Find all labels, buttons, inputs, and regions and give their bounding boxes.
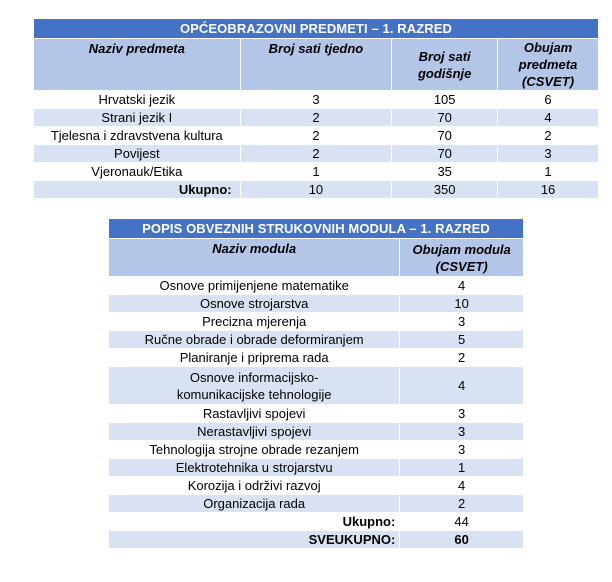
table2-total-row (109, 513, 524, 531)
subject-name: Tjelesna i zdravstvena kultura (34, 127, 241, 145)
module-name: Nerastavljivi spojevi (109, 423, 400, 441)
module-csvet: 3 (400, 441, 524, 459)
table-row (109, 277, 524, 295)
table-row (109, 295, 524, 313)
yearly-hours: 70 (392, 145, 498, 163)
table-row (109, 405, 524, 423)
module-name: Elektrotehnika u strojarstvu (109, 459, 400, 477)
module-csvet: 2 (400, 349, 524, 367)
table-row (34, 91, 599, 109)
subject-name: Povijest (34, 145, 241, 163)
yearly-hours: 70 (392, 109, 498, 127)
module-csvet: 4 (400, 277, 524, 295)
module-csvet: 3 (400, 405, 524, 423)
table-row (109, 349, 524, 367)
vocational-modules-table (108, 218, 524, 549)
table-row (109, 367, 524, 405)
table-row (109, 423, 524, 441)
module-csvet: 3 (400, 313, 524, 331)
table2-title: POPIS OBVEZNIH STRUKOVNIH MODULA – 1. RAZRED (109, 219, 524, 239)
module-name: Organizacija rada (109, 495, 400, 513)
total-csvet: 44 (400, 513, 524, 531)
table1-header-weekly: Broj sati tjedno (240, 39, 392, 91)
module-name: Tehnologija strojne obrade rezanjem (109, 441, 400, 459)
csvet-value: 4 (498, 109, 599, 127)
total-csvet: 16 (498, 181, 599, 199)
table-row (109, 331, 524, 349)
subject-name: Strani jezik I (34, 109, 241, 127)
yearly-hours: 70 (392, 127, 498, 145)
module-csvet: 1 (400, 459, 524, 477)
module-name: Osnove strojarstva (109, 295, 400, 313)
weekly-hours: 2 (240, 127, 392, 145)
table-row (34, 145, 599, 163)
module-name: Ručne obrade i obrade deformiranjem (109, 331, 400, 349)
weekly-hours: 1 (240, 163, 392, 181)
module-name: Planiranje i priprema rada (109, 349, 400, 367)
module-name: Osnove informacijsko-komunikacijske tehnologije (109, 367, 400, 405)
table1-total-row (34, 181, 599, 199)
weekly-hours: 2 (240, 109, 392, 127)
weekly-hours: 2 (240, 145, 392, 163)
yearly-hours: 35 (392, 163, 498, 181)
subject-name: Hrvatski jezik (34, 91, 241, 109)
grand-total-csvet: 60 (400, 531, 524, 549)
table-row (34, 127, 599, 145)
module-csvet: 3 (400, 423, 524, 441)
grand-total-label: SVEUKUPNO: (109, 531, 400, 549)
table-row (109, 313, 524, 331)
table1-header-subject: Naziv predmeta (34, 39, 241, 91)
module-csvet: 4 (400, 477, 524, 495)
table-row (109, 495, 524, 513)
module-name: Precizna mjerenja (109, 313, 400, 331)
table1-title: OPĆEOBRAZOVNI PREDMETI – 1. RAZRED (34, 19, 599, 39)
table-row (109, 441, 524, 459)
table-row (34, 163, 599, 181)
module-csvet: 5 (400, 331, 524, 349)
table-row (109, 477, 524, 495)
table-row (34, 109, 599, 127)
table1-header-csvet: Obujam predmeta (CSVET) (498, 39, 599, 91)
general-subjects-table (33, 18, 599, 199)
csvet-value: 1 (498, 163, 599, 181)
module-name: Rastavljivi spojevi (109, 405, 400, 423)
total-label: Ukupno: (109, 513, 400, 531)
yearly-hours: 105 (392, 91, 498, 109)
table2-header-csvet: Obujam modula (CSVET) (400, 239, 524, 277)
module-name: Osnove primijenjene matematike (109, 277, 400, 295)
csvet-value: 3 (498, 145, 599, 163)
csvet-value: 2 (498, 127, 599, 145)
total-yearly: 350 (392, 181, 498, 199)
csvet-value: 6 (498, 91, 599, 109)
table2-header-module: Naziv modula (109, 239, 400, 277)
table2-grand-total-row (109, 531, 524, 549)
subject-name: Vjeronauk/Etika (34, 163, 241, 181)
total-label: Ukupno: (34, 181, 241, 199)
module-csvet: 4 (400, 367, 524, 405)
table1-header-yearly: Broj sati godišnje (392, 39, 498, 91)
total-weekly: 10 (240, 181, 392, 199)
module-csvet: 2 (400, 495, 524, 513)
module-csvet: 10 (400, 295, 524, 313)
table-row (109, 459, 524, 477)
module-name: Korozija i održivi razvoj (109, 477, 400, 495)
weekly-hours: 3 (240, 91, 392, 109)
